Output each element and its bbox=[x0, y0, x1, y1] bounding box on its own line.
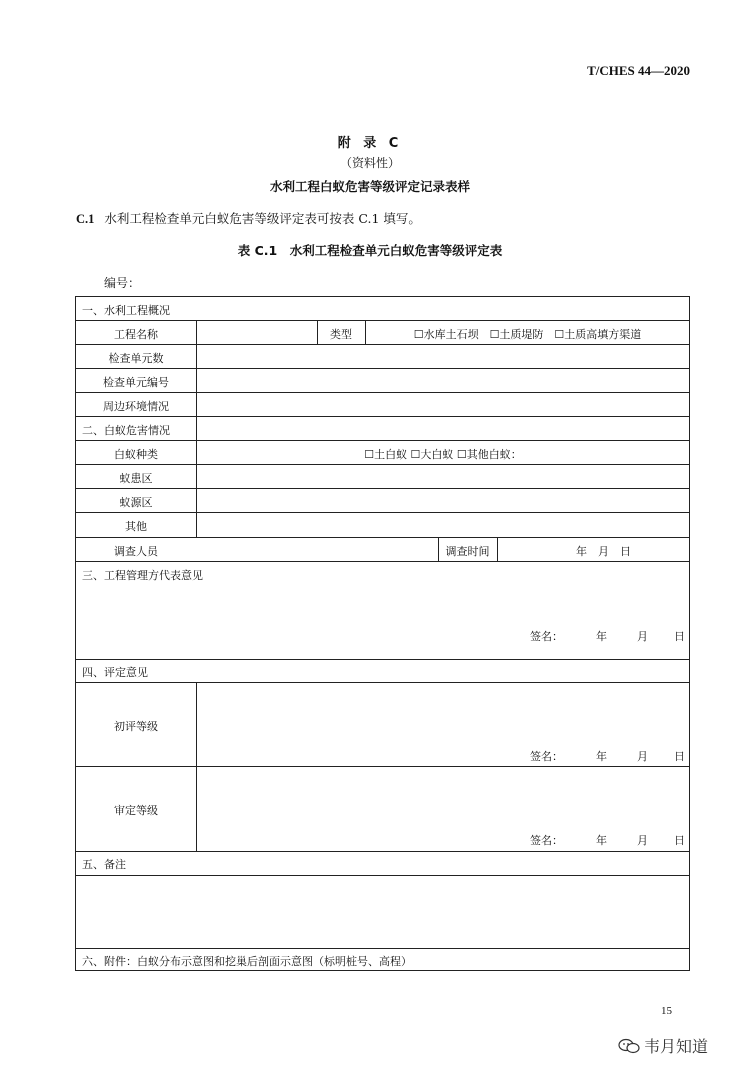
wechat-icon bbox=[618, 1038, 640, 1054]
evaluation-form bbox=[75, 296, 690, 971]
project-name-label: 工程名称 bbox=[114, 328, 158, 341]
sign-year: 年 bbox=[596, 750, 607, 763]
infested-area-field[interactable] bbox=[197, 465, 689, 488]
environment-field[interactable] bbox=[197, 393, 689, 416]
sign-label: 签名： bbox=[530, 750, 563, 763]
row-divider bbox=[76, 440, 689, 441]
section-4-title: 四、评定意见 bbox=[82, 666, 148, 679]
sign-label: 签名： bbox=[530, 630, 563, 643]
section-5-title: 五、备注 bbox=[82, 858, 126, 871]
watermark-text: 韦月知道 bbox=[644, 1037, 709, 1056]
investigator-field[interactable] bbox=[197, 538, 438, 561]
sign-year: 年 bbox=[596, 834, 607, 847]
column-divider bbox=[196, 682, 197, 851]
watermark bbox=[618, 1034, 708, 1057]
row-divider bbox=[76, 948, 689, 949]
remarks-field[interactable] bbox=[77, 876, 689, 948]
table-title: 表 C.1 水利工程检查单元白蚁危害等级评定表 bbox=[237, 243, 503, 258]
row-divider bbox=[76, 851, 689, 852]
row-divider bbox=[76, 561, 689, 562]
unit-count-label: 检查单元数 bbox=[108, 352, 164, 365]
section-3-title: 三、工程管理方代表意见 bbox=[82, 569, 203, 582]
survey-time-label: 调查时间 bbox=[445, 545, 490, 558]
row-divider bbox=[76, 682, 689, 683]
sign-month: 月 bbox=[637, 630, 648, 643]
sign-month: 月 bbox=[637, 834, 648, 847]
unit-number-field[interactable] bbox=[197, 369, 689, 392]
unit-count-field[interactable] bbox=[197, 345, 689, 368]
sign-day: 日 bbox=[674, 834, 685, 847]
review-grade-label: 审定等级 bbox=[114, 804, 158, 817]
unit-number-label: 检查单元编号 bbox=[103, 376, 169, 389]
row-divider bbox=[76, 416, 689, 417]
standard-code: T/CHES 44—2020 bbox=[587, 63, 690, 78]
investigator-label: 调查人员 bbox=[114, 545, 158, 558]
clause-text: 水利工程检查单元白蚁危害等级评定表可按表 C.1 填写。 bbox=[104, 211, 421, 226]
environment-label: 周边环境情况 bbox=[103, 400, 169, 413]
section-2-title: 二、白蚁危害情况 bbox=[82, 424, 170, 437]
source-area-field[interactable] bbox=[197, 489, 689, 512]
sign-day: 日 bbox=[674, 750, 685, 763]
sign-day: 日 bbox=[674, 630, 685, 643]
appendix-subtitle: （资料性） bbox=[339, 156, 400, 170]
type-options[interactable]: ☐水库土石坝 ☐土质堤防 ☐土质高填方渠道 bbox=[413, 328, 642, 341]
survey-date[interactable]: 年 月 日 bbox=[576, 545, 631, 558]
project-name-field[interactable] bbox=[197, 321, 317, 344]
sign-label: 签名： bbox=[530, 834, 563, 847]
species-label: 白蚁种类 bbox=[114, 448, 158, 461]
page-number: 15 bbox=[661, 1005, 672, 1017]
clause-number: C.1 bbox=[76, 212, 95, 226]
appendix-title: 附 录 C bbox=[337, 136, 403, 151]
initial-grade-label: 初评等级 bbox=[114, 720, 158, 733]
appendix-name: 水利工程白蚁危害等级评定记录表样 bbox=[269, 179, 470, 194]
species-options[interactable]: ☐土白蚁 ☐大白蚁 ☐其他白蚁： bbox=[364, 448, 522, 461]
other-label: 其他 bbox=[125, 520, 147, 533]
section-1-title: 一、水利工程概况 bbox=[82, 304, 170, 317]
type-label: 类型 bbox=[330, 328, 352, 341]
section-6-title: 六、附件：白蚁分布示意图和挖巢后剖面示意图（标明桩号、高程） bbox=[82, 955, 412, 968]
row-divider bbox=[76, 766, 689, 767]
source-area-label: 蚁源区 bbox=[119, 496, 153, 509]
other-field[interactable] bbox=[197, 513, 689, 537]
clause bbox=[76, 209, 421, 227]
column-divider bbox=[497, 537, 498, 561]
sign-month: 月 bbox=[637, 750, 648, 763]
infested-area-label: 蚁患区 bbox=[119, 472, 153, 485]
sign-year: 年 bbox=[596, 630, 607, 643]
row-divider bbox=[76, 320, 689, 321]
serial-label: 编号： bbox=[104, 276, 141, 290]
row-divider bbox=[76, 659, 689, 660]
